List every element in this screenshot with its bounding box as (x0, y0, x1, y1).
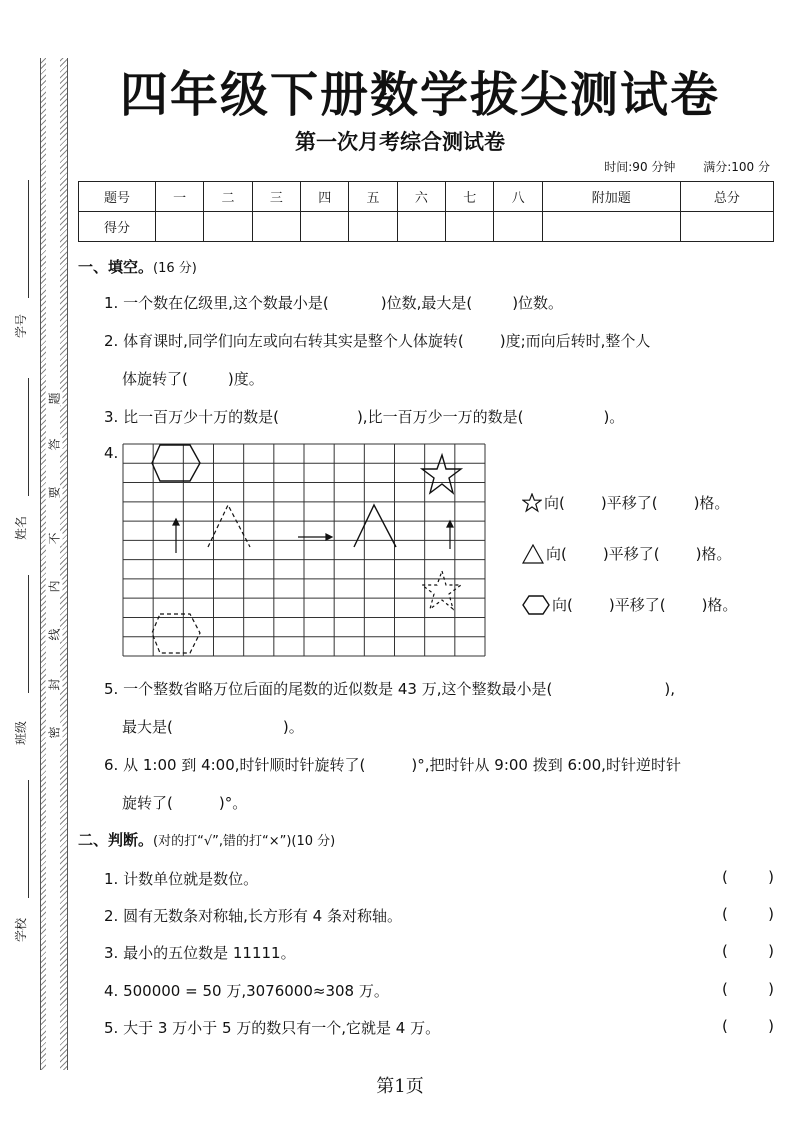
question-1-5 (104, 678, 675, 699)
question-text: 最小的五位数是 11111。 (123, 944, 296, 962)
exam-meta (580, 158, 770, 175)
student-id-label: 学号 (14, 313, 28, 338)
question-text: )平移了( (608, 596, 666, 614)
score-header-cell: 附加题 (542, 182, 680, 212)
score-cell[interactable] (349, 212, 397, 242)
school-line (28, 780, 29, 898)
binding-margin-inner (46, 58, 60, 1070)
judge-answer-box[interactable] (722, 868, 774, 886)
question-1-2 (104, 330, 650, 351)
seal-char: 封 (47, 678, 62, 691)
seal-char: 线 (47, 628, 62, 641)
seal-char: 题 (47, 392, 62, 405)
paren-open: ( (722, 942, 728, 960)
judge-answer-box[interactable] (722, 1017, 774, 1035)
question-text: )位数。 (512, 294, 564, 312)
student-id-line (28, 180, 29, 298)
exam-title: 四年级下册数学拔尖测试卷 (119, 67, 720, 123)
question-text: ), (664, 680, 675, 698)
question-1-1 (104, 292, 563, 313)
question-1-4-triangle (522, 543, 731, 564)
score-table (78, 181, 774, 242)
question-text: 大于 3 万小于 5 万的数只有一个,它就是 4 万。 (123, 1019, 441, 1037)
name-line (28, 378, 29, 496)
score-header-cell: 七 (446, 182, 494, 212)
question-1-6 (104, 754, 681, 775)
question-number: 6. (104, 756, 119, 774)
seal-char: 要 (47, 486, 62, 499)
judge-answer-box[interactable] (722, 905, 774, 923)
question-text: )平移了( (600, 494, 658, 512)
judge-answer-box[interactable] (722, 942, 774, 960)
question-text: 一个数在亿级里,这个数最小是( (123, 294, 329, 312)
question-number: 5. (104, 680, 119, 698)
time-limit: 时间:90 分钟 (604, 160, 676, 174)
question-text: 计数单位就是数位。 (123, 870, 259, 888)
seal-char: 答 (47, 438, 62, 451)
section2-instructions: (对的打“√”,错的打“×”)(10 分) (153, 834, 336, 849)
paren-open: ( (722, 980, 728, 998)
paren-close: ) (768, 980, 774, 998)
question-text: 最大是( (122, 718, 173, 736)
question-text: 比一百万少十万的数是( (123, 408, 279, 426)
question-text: 从 1:00 到 4:00,时针顺时针旋转了( (123, 756, 366, 774)
page-number: 第1页 (376, 1076, 424, 1097)
exam-subtitle: 第一次月考综合测试卷 (295, 129, 505, 154)
score-header-cell: 题号 (79, 182, 156, 212)
question-text: ),比一百万少一万的数是( (356, 408, 524, 426)
score-cell[interactable] (680, 212, 773, 242)
paren-open: ( (722, 905, 728, 923)
score-header-cell: 一 (156, 182, 204, 212)
question-1-4-star (522, 492, 729, 513)
question-text: )°,把时针从 9:00 拨到 6:00,时针逆时针 (411, 756, 681, 774)
seal-char: 内 (47, 580, 62, 593)
paren-close: ) (768, 1017, 774, 1035)
question-text: )格。 (695, 545, 732, 563)
question-number: 4. (104, 982, 119, 1000)
question-text: )格。 (693, 494, 730, 512)
paren-close: ) (768, 905, 774, 923)
score-header-cell: 八 (494, 182, 542, 212)
question-number: 3. (104, 944, 119, 962)
translation-grid (122, 443, 486, 661)
question-text: 旋转了( (122, 794, 173, 812)
question-number: 5. (104, 1019, 119, 1037)
question-text: )。 (603, 408, 625, 426)
arrow-up-left-icon (173, 519, 179, 553)
score-cell[interactable] (301, 212, 349, 242)
question-number: 3. (104, 408, 119, 426)
paren-open: ( (722, 1017, 728, 1035)
question-text: 一个整数省略万位后面的尾数的近似数是 43 万,这个整数最小是( (123, 680, 553, 698)
score-header-cell: 三 (252, 182, 300, 212)
score-header-cell: 六 (397, 182, 445, 212)
score-cell[interactable] (446, 212, 494, 242)
seal-char: 密 (47, 726, 62, 739)
class-line (28, 575, 29, 693)
question-1-6-cont (122, 792, 247, 813)
question-1-4-hexagon (522, 594, 737, 615)
score-header-cell: 二 (204, 182, 252, 212)
question-number: 1. (104, 294, 119, 312)
judge-item-3 (104, 942, 296, 963)
hexagon-dashed-shape (152, 614, 200, 653)
grid-figure (122, 443, 486, 657)
question-text: 向( (544, 494, 565, 512)
star-icon (522, 493, 542, 513)
name-label: 姓名 (14, 515, 28, 540)
question-number: 1. (104, 870, 119, 888)
score-header-cell: 五 (349, 182, 397, 212)
paren-close: ) (768, 942, 774, 960)
question-1-5-cont (122, 716, 304, 737)
class-label: 班级 (14, 720, 28, 745)
triangle-icon (522, 544, 544, 564)
full-score: 满分:100 分 (703, 160, 770, 174)
judge-item-4 (104, 980, 389, 1001)
paren-close: ) (768, 868, 774, 886)
question-text: 体育课时,同学们向左或向右转其实是整个人体旋转( (123, 332, 464, 350)
question-text: 500000 = 50 万,3076000≈308 万。 (123, 982, 389, 1000)
question-text: )格。 (701, 596, 738, 614)
score-cell[interactable] (397, 212, 445, 242)
judge-answer-box[interactable] (722, 980, 774, 998)
question-number: 2. (104, 907, 119, 925)
score-table-score-row (79, 212, 774, 242)
score-cell[interactable] (252, 212, 300, 242)
paren-open: ( (722, 868, 728, 886)
question-text: 向( (546, 545, 567, 563)
score-header-cell: 四 (301, 182, 349, 212)
score-cell[interactable] (494, 212, 542, 242)
question-text: )。 (282, 718, 304, 736)
arrow-up-right-icon (447, 521, 453, 549)
question-text: )°。 (218, 794, 248, 812)
arrow-right-icon (298, 534, 332, 540)
question-text: )度;而向后转时,整个人 (499, 332, 651, 350)
hexagon-icon (522, 595, 550, 615)
seal-char: 不 (47, 532, 62, 545)
question-text: 圆有无数条对称轴,长方形有 4 条对称轴。 (123, 907, 402, 925)
score-header-cell: 总分 (680, 182, 773, 212)
question-text: )度。 (227, 370, 264, 388)
section2-title: 二、判断。 (78, 831, 154, 849)
score-cell[interactable] (156, 212, 204, 242)
section1-title: 一、填空。 (78, 258, 154, 276)
score-cell[interactable] (204, 212, 252, 242)
score-row-label: 得分 (79, 212, 156, 242)
score-cell[interactable] (542, 212, 680, 242)
question-1-3 (104, 406, 624, 427)
school-label: 学校 (14, 917, 28, 942)
judge-item-2 (104, 905, 402, 926)
score-table-header-row (79, 182, 774, 212)
question-1-4-number: 4. (104, 444, 119, 462)
judge-item-5 (104, 1017, 440, 1038)
section1-points: (16 分) (153, 261, 197, 276)
question-text: )位数,最大是( (380, 294, 473, 312)
question-1-2-cont (122, 368, 264, 389)
question-text: 体旋转了( (122, 370, 188, 388)
section1-heading (78, 256, 197, 277)
section2-heading (78, 829, 335, 850)
question-text: )平移了( (602, 545, 660, 563)
question-number: 2. (104, 332, 119, 350)
question-text: 向( (552, 596, 573, 614)
judge-item-1 (104, 868, 258, 889)
